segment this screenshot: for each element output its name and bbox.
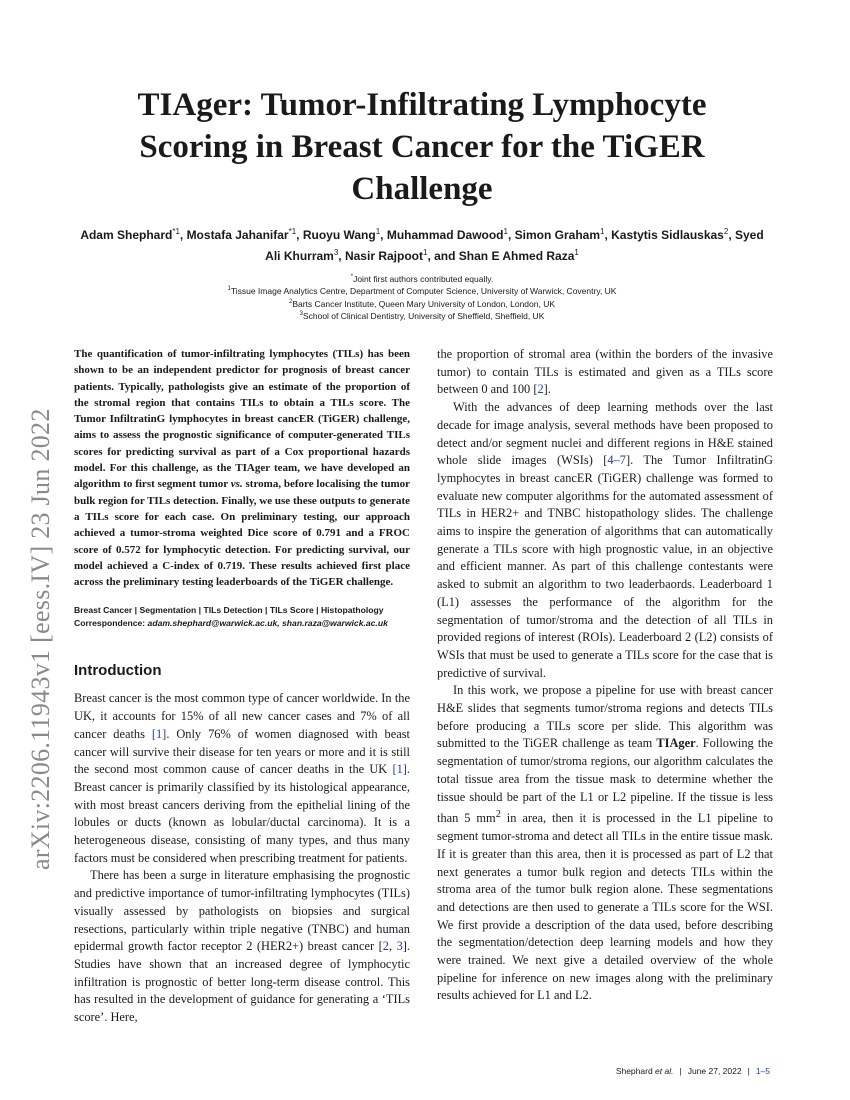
title-line: Scoring in Breast Cancer for the TiGER: [139, 129, 705, 165]
author-affiliation-mark: *1: [288, 227, 297, 236]
paragraph-text: . Breast cancer is primarily classified by its histological appearance, with most breast cancers deriving from the epithelial lining of the lobules or ducts (known as lobular/ductal carcinoma). It is a heterogeneous disease, consisting of many types, and thus many factors must be considered when prescribing treatment for patients.: [74, 762, 410, 865]
affiliation-line: [74, 297, 770, 309]
author-affiliation-mark: 1: [574, 248, 579, 257]
footer-author: Shephard: [615, 1066, 656, 1076]
author-affiliation-mark: 2: [723, 227, 729, 236]
author-name: Mostafa Jahanifar: [186, 228, 289, 242]
affiliation-text: Joint first authors contributed equally.: [353, 273, 494, 284]
paragraph-text: ,: [388, 939, 397, 954]
author-name: Syed Ali Khurram: [265, 228, 764, 263]
affiliation-text: Barts Cancer Institute, Queen Mary University of London, London, UK: [292, 298, 556, 309]
author-affiliation-mark: 1: [422, 248, 428, 257]
affiliation-mark: 2: [288, 298, 293, 305]
body-paragraph: [437, 399, 773, 682]
author-conjunction: and: [434, 249, 456, 263]
affiliation-text: School of Clinical Dentistry, University of Sheffield, Sheffield, UK: [302, 310, 545, 321]
paragraph-text: With the advances of deep learning methods over the last decade for image analysis, several methods have been proposed to detect and/or segment nuclei and different regions in H&E stained whole slide images (WSIs) [: [437, 400, 773, 468]
paragraph-text: There has been a surge in literature emphasising the prognostic and predictive importance of tumor-infiltrating lymphocytes (TILs) visually assessed by pathologists on biopsies and surgical resections, particularly within triple negative (TNBC) and human epidermal growth factor receptor 2 (HER2+) breast cancer [: [74, 868, 410, 954]
author-affiliation-mark: 1: [375, 227, 381, 236]
author-name: Nasir Rajpoot: [344, 249, 423, 263]
paragraph-text: the proportion of stromal area (within the borders of the invasive tumor) to contain TILs is estimated and given as a TILs score between 0 and 100 [: [437, 347, 773, 397]
correspondence-emails: adam.shephard@warwick.ac.uk, shan.raza@warwick.ac.uk: [147, 618, 388, 629]
arxiv-identifier-stamp: arXiv:2206.11943v1 [eess.IV] 23 Jun 2022: [26, 408, 55, 870]
author-affiliation-mark: 3: [333, 248, 339, 257]
footer-separator: |: [747, 1066, 750, 1076]
title-line: TIAger: Tumor-Infiltrating Lymphocyte: [137, 87, 707, 123]
author-list: Adam Shephard$^{*1}$, Mostafa Jahanifar$^{*1}$, Ruoyu Wang$^1$, Muhammad Dawood$^1$, Simon Graham$^1$, Kastytis Sidlauskas$^2$, Syed Ali Khurram$^3$, Nasir Rajpoot$^1$, and Shan E Ahmed Raza$^1$: [80, 227, 764, 263]
affiliation-line: [74, 284, 770, 296]
paragraph-text: ].: [543, 382, 551, 397]
paper-title: [90, 84, 754, 210]
author-name: Adam Shephard: [80, 228, 173, 242]
affiliation-text: Tissue Image Analytics Centre, Department of Computer Science, University of Warwick, Coventry, UK: [230, 286, 617, 297]
team-name: TIAger: [656, 736, 696, 751]
paragraph-text: . Only 76% of women diagnosed with beast cancer will survive their disease for ten years or more and it is still the second most common cause of cancer deaths in the UK: [74, 726, 410, 777]
citation-link[interactable]: 2: [537, 382, 544, 397]
footer-page-numbers[interactable]: 1–5: [755, 1066, 770, 1076]
affiliation-line: [74, 272, 770, 284]
affiliation-mark: 3: [299, 310, 303, 317]
title-line: Challenge: [351, 171, 493, 207]
abstract-text: The quantification of tumor-infiltrating lymphocytes (TILs) has been shown to be an independent predictor for prognosis of breast cancer patients. Typically, pathologists give an estimate of the proportion of the stromal region that contains TILs to obtain a TILs score. The Tumor InfiltratinG lymphocytes in breast cancER (TiGER) challenge, aims to assess the prognostic significance of computer-generated TILs scores for predicting survival as part of a Cox proportional hazards model. For this challenge, as the TIAger team, we have developed an algorithm to first segment tumor: [74, 348, 410, 491]
citation-link[interactable]: [1]: [392, 762, 407, 777]
author-name: Muhammad Dawood: [386, 228, 504, 242]
author-name: Ruoyu Wang: [302, 228, 376, 242]
paragraph-text: In this work, we propose a pipeline for use with breast cancer H&E slides that segments tumor/stroma regions and detects TILs before producing a TILs score per slide. This algorithm was submitted to the TiGER challenge as team: [437, 683, 773, 751]
body-paragraph: [74, 690, 410, 867]
abstract: [74, 346, 410, 590]
affiliation-line: [74, 309, 770, 321]
citation-link[interactable]: 2: [382, 939, 389, 954]
left-column: [74, 346, 410, 1027]
affiliation-mark: *: [350, 274, 354, 280]
paragraph-text: ]. Studies have shown that an increased degree of lymphocytic infiltration is prognostic of better long-term disease control. This has resulted in the development of guidance for generating a ‘TILs score’. Here,: [74, 939, 410, 1025]
paragraph-text: Breast cancer is the most common type of cancer worldwide. In the UK, it accounts for 15% of all new cancer cases and 7% of all cancer deaths: [74, 691, 410, 741]
footer-date: June 27, 2022: [687, 1066, 742, 1076]
author-name: Shan E Ahmed Raza: [458, 249, 575, 263]
footer-separator: |: [679, 1066, 682, 1076]
correspondence-label: Correspondence:: [74, 618, 146, 629]
paragraph-text: . Following the segmentation of tumor/stroma regions, our algorithm calculates the total tissue area from the tissue mask to determine whether the tissue should be part of the L1 or L2 pipeline. If the tissue is less than 5 mm: [437, 736, 773, 826]
paragraph-text: ]. The Tumor InfiltratinG lymphocytes in breast cancER (TiGER) challenge was formed to evaluate new computer algorithms for the automated assessment of TILs in HER2+ and TNBC histopathology slides. The challenge aims to inspire the generation of algorithms that can automatically generate a TILs score with high prognostic value, in an objective and efficient manner. As part of this challenge contestants were asked to submit an algorithm to two leaderbaords. Leaderboard 1 (L1) assesses the performance of the algorithm for the segmentation of tumor/stroma and the detection of all TILs in provided regions of interest (ROIs). Leaderboard 2 (L2) consists of WSIs that must be used to generate a TILs score for the case that is predictive of survival.: [437, 453, 773, 680]
abstract-text: stroma, before localising the tumor bulk region for TILs detection. Finally, we use these outputs to generate a TILs score for each case. On preliminary testing, our approach achieved a tumor-stroma weighted Dice score of 0.791 and a FROC score of 0.572 for lymphocytic detection. For predicting survival, our model achieved a C-index of 0.719. These results achieved first place across the preliminary testing leaderboards of the TiGER challenge.: [74, 478, 411, 589]
paragraph-text: in area, then it is processed in the L1 pipeline to segment tumor-stroma and detect all TILs in the entire tissue mask. If it is greater than this area, then it is processed as part of L2 that next generates a tumor bulk region and detects TILs within the stroma area of the tumor bulk region alone. These segmentations and detections are then used to generate a TILs score for the WSI. We first provide a description of the data used, before describing the segmentation/detection deep learning models and how they were trained. We next give a detailed overview of the whole pipeline for inference on new images along with the preliminary results achieved for L1 and L2.: [437, 811, 773, 1003]
citation-link[interactable]: 3: [396, 939, 403, 954]
author-name: Kastytis Sidlauskas: [611, 228, 724, 242]
page-footer: [560, 1066, 770, 1076]
body-paragraph: [437, 346, 773, 399]
right-column: [437, 346, 773, 1005]
author-affiliation-mark: 1: [503, 227, 508, 236]
author-affiliation-mark: 1: [600, 227, 605, 236]
body-paragraph: [437, 682, 773, 1005]
abstract-italic: vs.: [230, 478, 243, 491]
affiliation-mark: 1: [227, 286, 231, 293]
author-name: Simon Graham: [514, 228, 600, 242]
footer-etal: et al.: [655, 1066, 674, 1076]
author-affiliation-mark: *1: [172, 227, 180, 236]
affiliation-list: [74, 272, 770, 321]
correspondence: [74, 617, 410, 630]
section-heading-introduction: Introduction: [74, 662, 162, 680]
citation-link[interactable]: 4–7: [607, 453, 626, 468]
body-paragraph: [74, 867, 410, 1026]
superscript: 2: [495, 809, 501, 821]
citation-link[interactable]: [1]: [151, 726, 167, 741]
keywords: Breast Cancer | Segmentation | TILs Detection | TILs Score | Histopathology: [74, 605, 384, 616]
